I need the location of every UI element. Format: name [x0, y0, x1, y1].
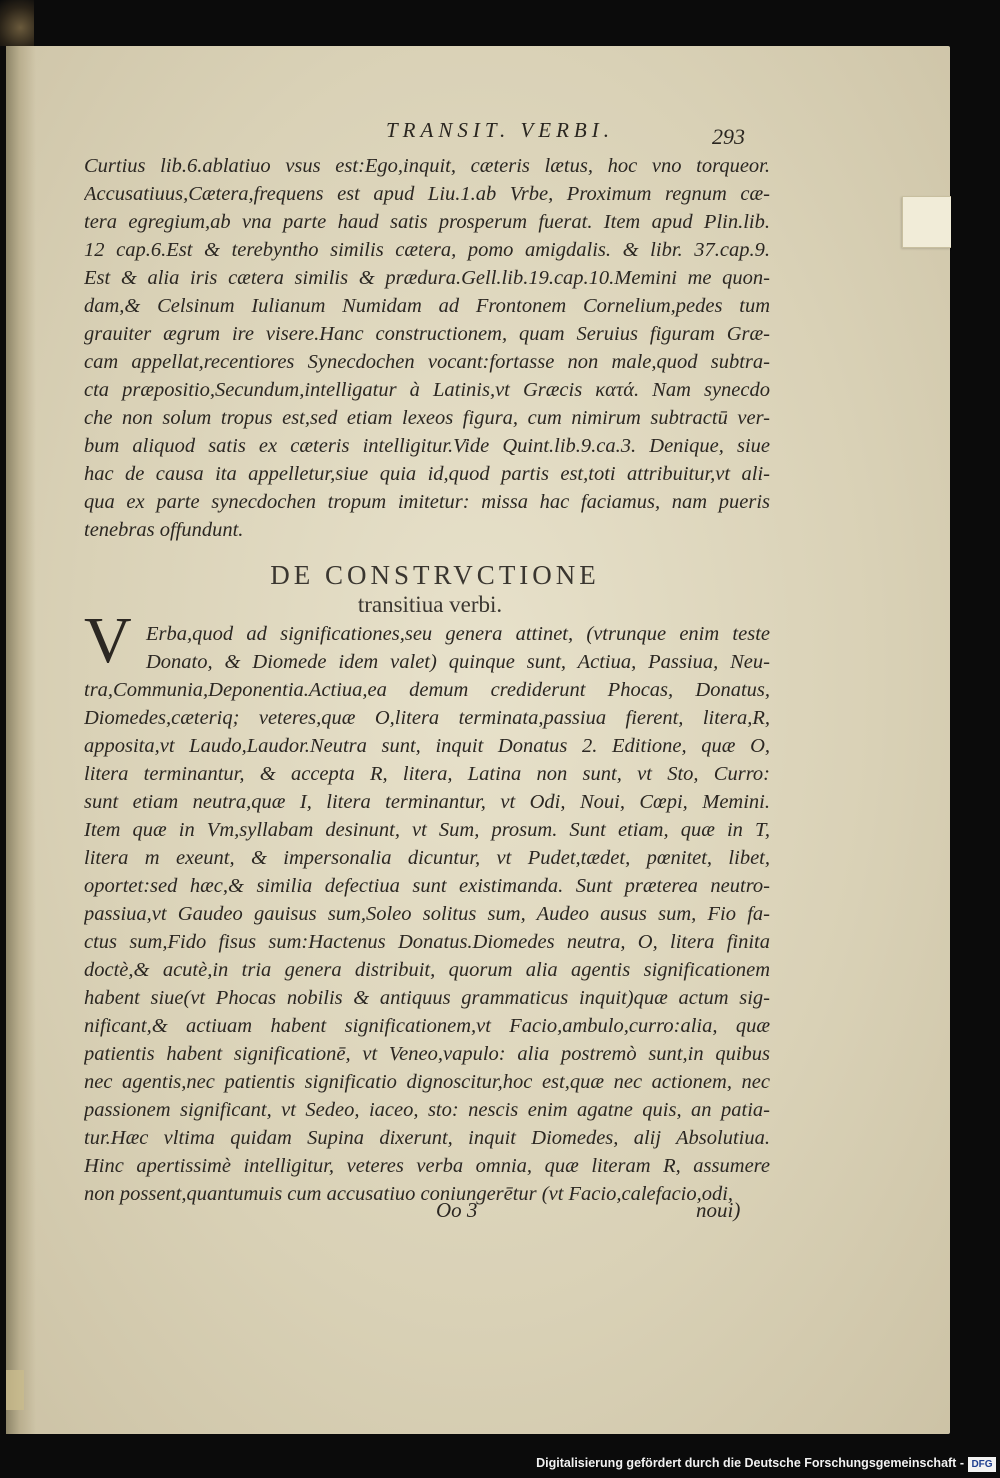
- text-line: bum aliquod satis ex cæteris intelligitur.Vide Quint.lib.9.ca.3. Denique, siue: [84, 435, 770, 457]
- text-line: Curtius lib.6.ablatiuo vsus est:Ego,inquit, cæteris lætus, hoc vno torqueor.: [84, 155, 770, 177]
- text-line: Accusatiuus,Cætera,frequens est apud Liu.1.ab Vrbe, Proximum regnum cæ-: [84, 183, 770, 205]
- text-line: oportet:sed hæc,& similia defectiua sunt existimanda. Sunt præterea neutro-: [84, 875, 770, 897]
- text-line: Hinc apertissimè intelligitur, veteres verba omnia, quæ literam R, assumere: [84, 1155, 770, 1177]
- text-line: doctè,& acutè,in tria genera distribuit, quorum alia agentis significationem: [84, 959, 770, 981]
- text-line: cam appellat,recentiores Synecdochen vocant:fortasse non male,quod subtra-: [84, 351, 770, 373]
- text-line: nec agentis,nec patientis significatio dignoscitur,hoc est,quæ nec actionem, nec: [84, 1071, 770, 1093]
- section-subheading: transitiua verbi.: [357, 592, 503, 617]
- text-line: tenebras offundunt.: [84, 519, 244, 541]
- text-line: cta præpositio,Secundum,intelligatur à Latinis,vt Græcis κατά. Nam synecdo: [84, 379, 770, 401]
- text-line: tra,Communia,Deponentia.Actiua,ea demum crediderunt Phocas, Donatus,: [84, 679, 770, 701]
- funding-notice: Digitalisierung gefördert durch die Deutsche Forschungsgemeinschaft -: [536, 1456, 964, 1470]
- text-line: sunt etiam neutra,quæ I, litera terminantur, vt Odi, Noui, Cœpi, Memini.: [84, 791, 770, 813]
- drop-capital: V: [84, 604, 132, 677]
- text-line: qua ex parte synecdochen tropum imitetur: missa hac faciamus, nam pueris: [84, 491, 770, 513]
- page-spine-shadow: [6, 46, 36, 1434]
- text-line: habent siue(vt Phocas nobilis & antiquus grammaticus inquit)quæ actum sig-: [84, 987, 770, 1009]
- text-line: ctus sum,Fido fisus sum:Hactenus Donatus.Diomedes neutra, O, litera finita: [84, 931, 770, 953]
- text-line: passionem significant, vt Sedeo, iaceo, sto: nescis enim agatne quis, an patia-: [84, 1099, 770, 1121]
- text-line: grauiter ægrum ire visere.Hanc constructionem, quam Seruius figuram Græ-: [84, 323, 770, 345]
- text-line: tera egregium,ab vna parte haud satis prosperum fuerat. Item apud Plin.lib.: [84, 211, 770, 233]
- text-block-upper: [84, 152, 770, 544]
- text-line: hac de causa ita appelletur,siue quia id,quod partis est,toti attribuitur,vt ali-: [84, 463, 770, 485]
- text-line: che non solum tropus est,sed etiam lexeos figura, cum nimirum subtractū ver-: [84, 407, 770, 429]
- text-line: litera m exeunt, & impersonalia dicuntur, vt Pudet,tædet, pœnitet, libet,: [84, 847, 770, 869]
- text-line: Est & alia iris cætera similis & prædura.Gell.lib.19.cap.10.Memini me quon-: [84, 267, 770, 289]
- page-corner-shadow: [0, 0, 34, 46]
- text-line: patientis habent significationē, vt Veneo,vapulo: alia postremò sunt,in quibus: [84, 1043, 770, 1065]
- text-block-main: [84, 620, 770, 1208]
- text-line: non possent,quantumuis cum accusatiuo coniungerētur (vt Facio,calefacio,odi,: [84, 1183, 734, 1205]
- text-line: nificant,& actiuam habent significationem,vt Facio,ambulo,curro:alia, quæ: [84, 1015, 770, 1037]
- running-head: TRANSIT. VERBI.: [385, 118, 614, 142]
- text-line: Diomedes,cæteriq; veteres,quæ O,litera terminata,passiua fierent, litera,R,: [84, 707, 770, 729]
- text-line: dam,& Celsinum Iulianum Numidam ad Frontonem Cornelium,pedes tum: [84, 295, 770, 317]
- text-line: 12 cap.6.Est & terebyntho similis cætera, pomo amigdalis. & libr. 37.cap.9.: [84, 239, 770, 261]
- text-line: tur.Hæc vltima quidam Supina dixerunt, inquit Diomedes, alij Absolutiua.: [84, 1127, 770, 1149]
- text-line: passiua,vt Gaudeo gauisus sum,Soleo solitus sum, Audeo ausus sum, Fio fa-: [84, 903, 770, 925]
- bookmark-tab: [902, 196, 951, 248]
- text-line: Erba,quod ad significationes,seu genera attinet, (vtrunque enim teste: [146, 623, 770, 645]
- page-edge-mark: [6, 1370, 24, 1410]
- page-number: 293: [712, 124, 745, 149]
- catchword: noui): [696, 1198, 741, 1222]
- text-line: apposita,vt Laudo,Laudor.Neutra sunt, inquit Donatus 2. Editione, quæ O,: [84, 735, 770, 757]
- text-line: litera terminantur, & accepta R, litera, Latina non sunt, vt Sto, Curro:: [84, 763, 770, 785]
- text-line: Donato, & Diomede idem valet) quinque sunt, Actiua, Passiua, Neu-: [146, 651, 770, 673]
- section-heading: DE CONSTRVCTIONE: [270, 560, 600, 590]
- dfg-logo: DFG: [968, 1457, 996, 1472]
- text-line: Item quæ in Vm,syllabam desinunt, vt Sum, prosum. Sunt etiam, quæ in T,: [84, 819, 770, 841]
- signature-mark: Oo 3: [436, 1198, 478, 1222]
